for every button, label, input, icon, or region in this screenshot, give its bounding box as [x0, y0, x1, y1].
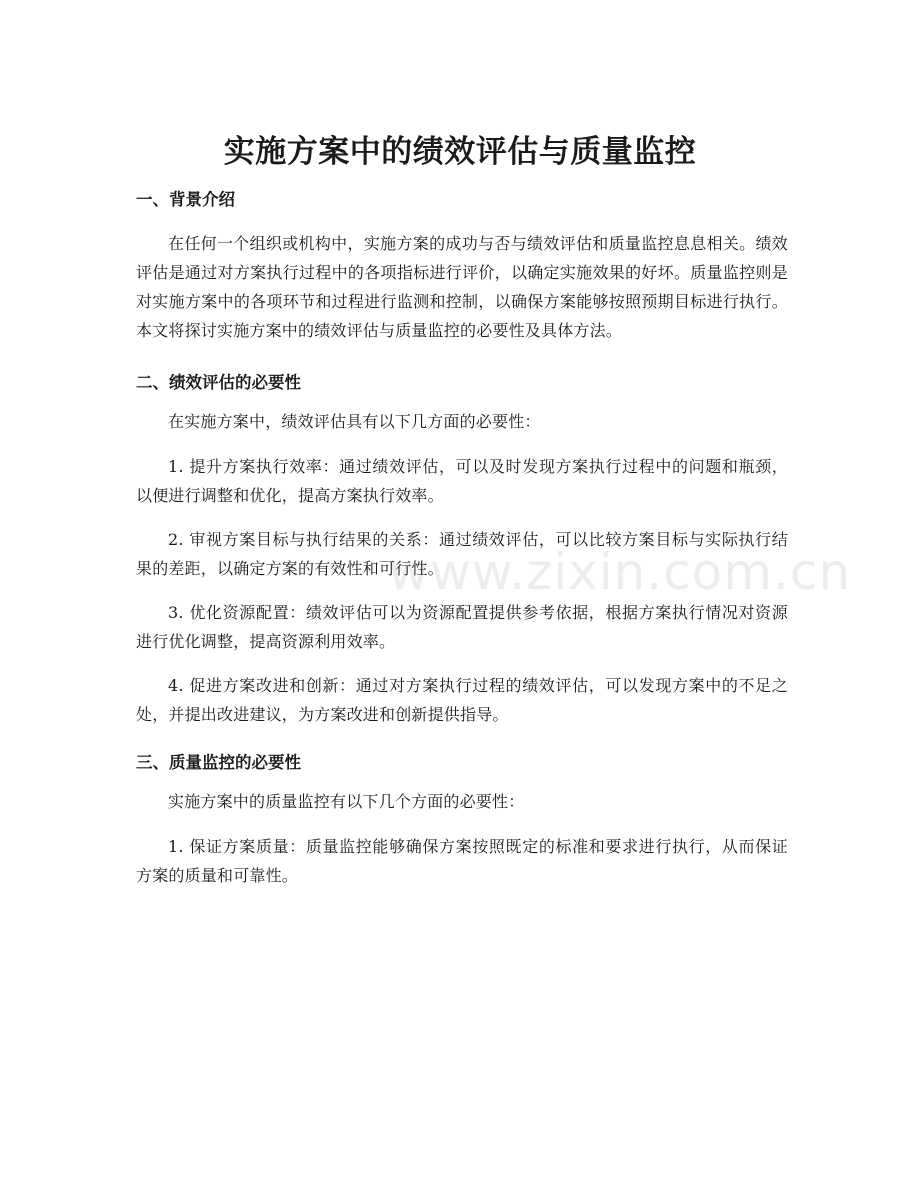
- performance-item-3: 3. 优化资源配置：绩效评估可以为资源配置提供参考依据，根据方案执行情况对资源进行优化调整，提高资源利用效率。: [136, 603, 788, 651]
- performance-item-4: 4. 促进方案改进和创新：通过对方案执行过程的绩效评估，可以发现方案中的不足之处，并提出改进建议，为方案改进和创新提供指导。: [136, 676, 788, 724]
- document-body: [136, 182, 788, 905]
- performance-intro: 在实施方案中，绩效评估具有以下几方面的必要性：: [168, 412, 541, 431]
- section-heading-background: 一、背景介绍: [136, 190, 235, 209]
- watermark: www.zixin.com.cn: [388, 543, 852, 601]
- section-heading-performance: 二、绩效评估的必要性: [136, 373, 301, 392]
- performance-item-2: 2. 审视方案目标与执行结果的关系：通过绩效评估，可以比较方案目标与实际执行结果的差距，以确定方案的有效性和可行性。: [136, 530, 788, 578]
- performance-item-1: 1. 提升方案执行效率：通过绩效评估，可以及时发现方案执行过程中的问题和瓶颈，以便进行调整和优化，提高方案执行效率。: [136, 457, 788, 505]
- quality-item-1: 1. 保证方案质量：质量监控能够确保方案按照既定的标准和要求进行执行，从而保证方案的质量和可靠性。: [136, 837, 788, 885]
- section-heading-quality: 三、质量监控的必要性: [136, 753, 301, 772]
- background-paragraph: 在任何一个组织或机构中，实施方案的成功与否与绩效评估和质量监控息息相关。绩效评估是通过对方案执行过程中的各项指标进行评价，以确定实施效果的好坏。质量监控则是对实施方案中的各项环节和过程进行监测和控制，以确保方案能够按照预期目标进行执行。本文将探讨实施方案中的绩效评估与质量监控的必要性及具体方法。: [136, 234, 788, 340]
- document-title: 实施方案中的绩效评估与质量监控: [223, 133, 697, 170]
- quality-intro: 实施方案中的质量监控有以下几个方面的必要性：: [168, 792, 525, 811]
